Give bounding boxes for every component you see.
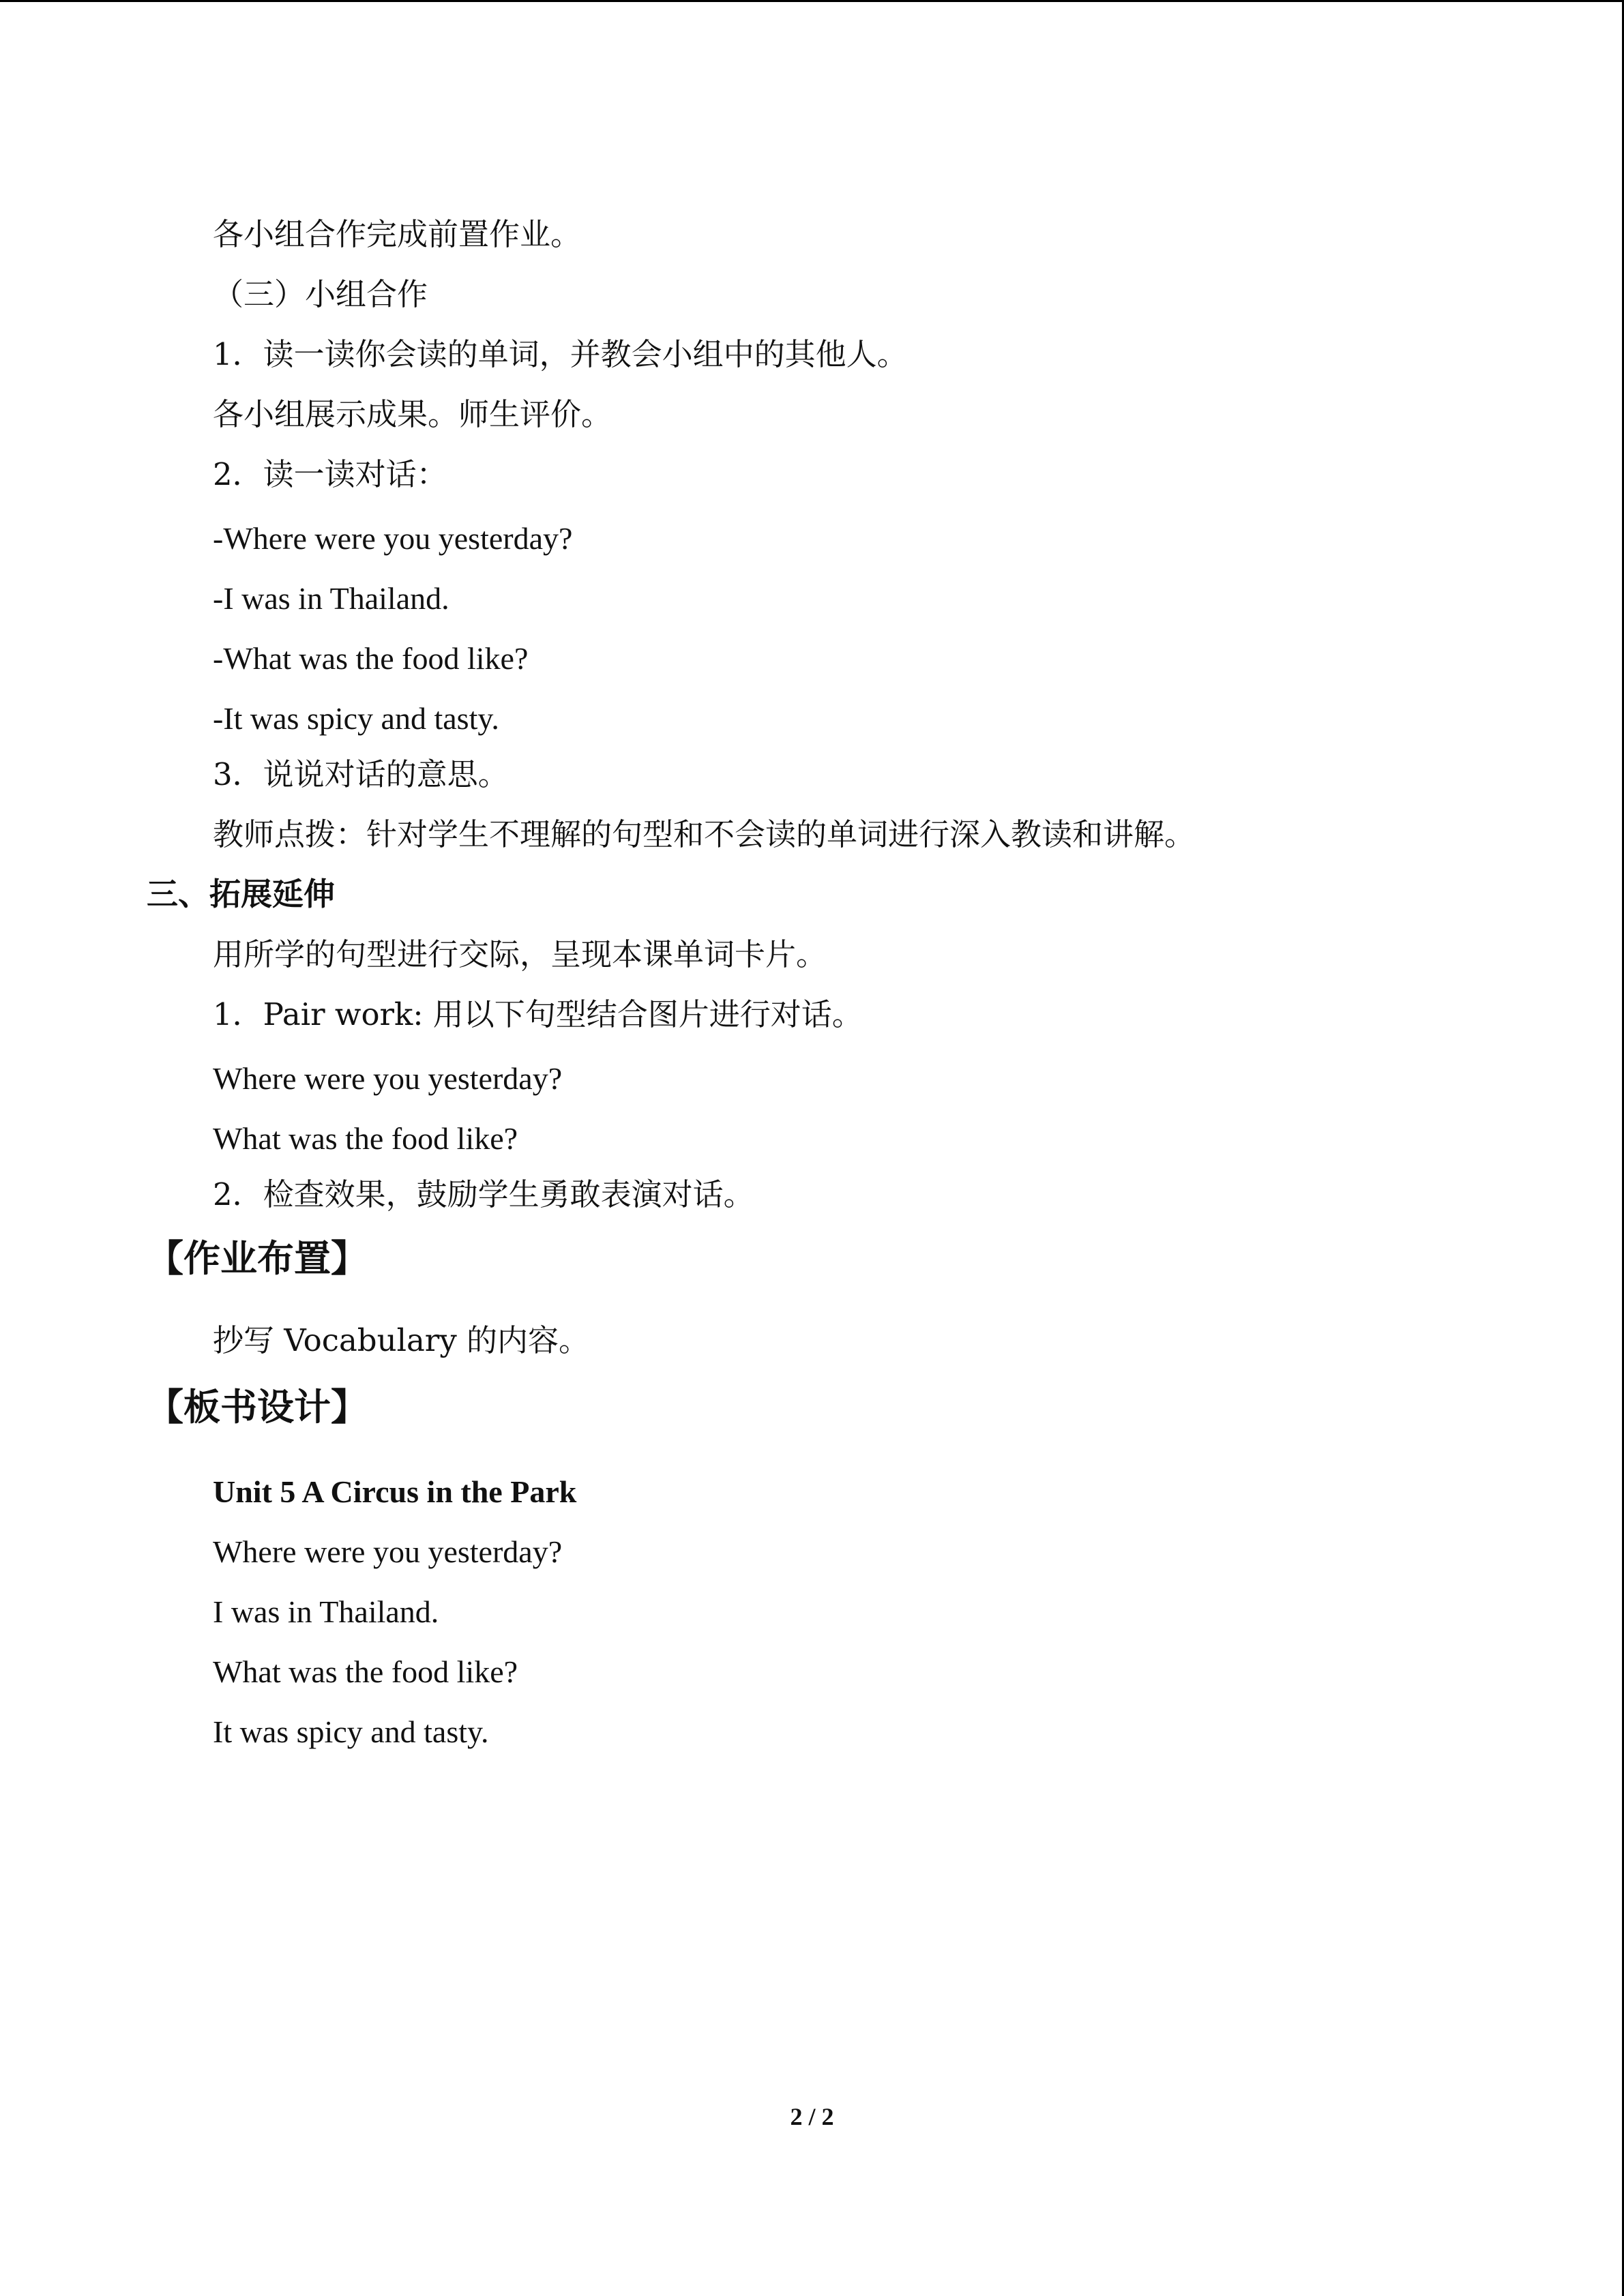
board-title: Unit 5 A Circus in the Park [213,1474,577,1509]
text-line: （三）小组合作 [213,276,428,312]
text-line: 各小组合作完成前置作业。 [213,216,582,252]
text-line: 教师点拨：针对学生不理解的句型和不会读的单词进行深入教读和讲解。 [213,816,1196,852]
text-line: 2．读一读对话： [213,456,447,492]
board-line: It was spicy and tasty. [213,1714,489,1749]
homework-text: 抄写 Vocabulary 的内容。 [213,1322,590,1358]
text-line: 3．说说对话的意思。 [213,756,509,792]
homework-heading: 【作业布置】 [147,1236,368,1280]
dialogue-line: -It was spicy and tasty. [213,701,499,736]
board-line: I was in Thailand. [213,1594,439,1629]
text-line: 用所学的句型进行交际，呈现本课单词卡片。 [213,936,827,972]
text-line: 1．读一读你会读的单词，并教会小组中的其他人。 [213,336,908,372]
sentence-pattern: What was the food like? [213,1121,518,1156]
text-line: 1．Pair work: 用以下句型结合图片进行对话。 [213,996,863,1032]
page-number: 2 / 2 [790,2103,834,2130]
board-line: Where were you yesterday? [213,1534,563,1569]
text-line: 2．检查效果，鼓励学生勇敢表演对话。 [213,1176,754,1212]
sentence-pattern: Where were you yesterday? [213,1061,563,1096]
dialogue-line: -What was the food like? [213,641,529,676]
dialogue-line: -I was in Thailand. [213,581,449,616]
text-line: 各小组展示成果。师生评价。 [213,396,612,432]
board-design-heading: 【板书设计】 [147,1385,368,1429]
section-heading-extension: 三、拓展延伸 [147,876,335,912]
dialogue-line: -Where were you yesterday? [213,521,573,556]
board-line: What was the food like? [213,1654,518,1689]
page-border-top [0,0,1624,2]
